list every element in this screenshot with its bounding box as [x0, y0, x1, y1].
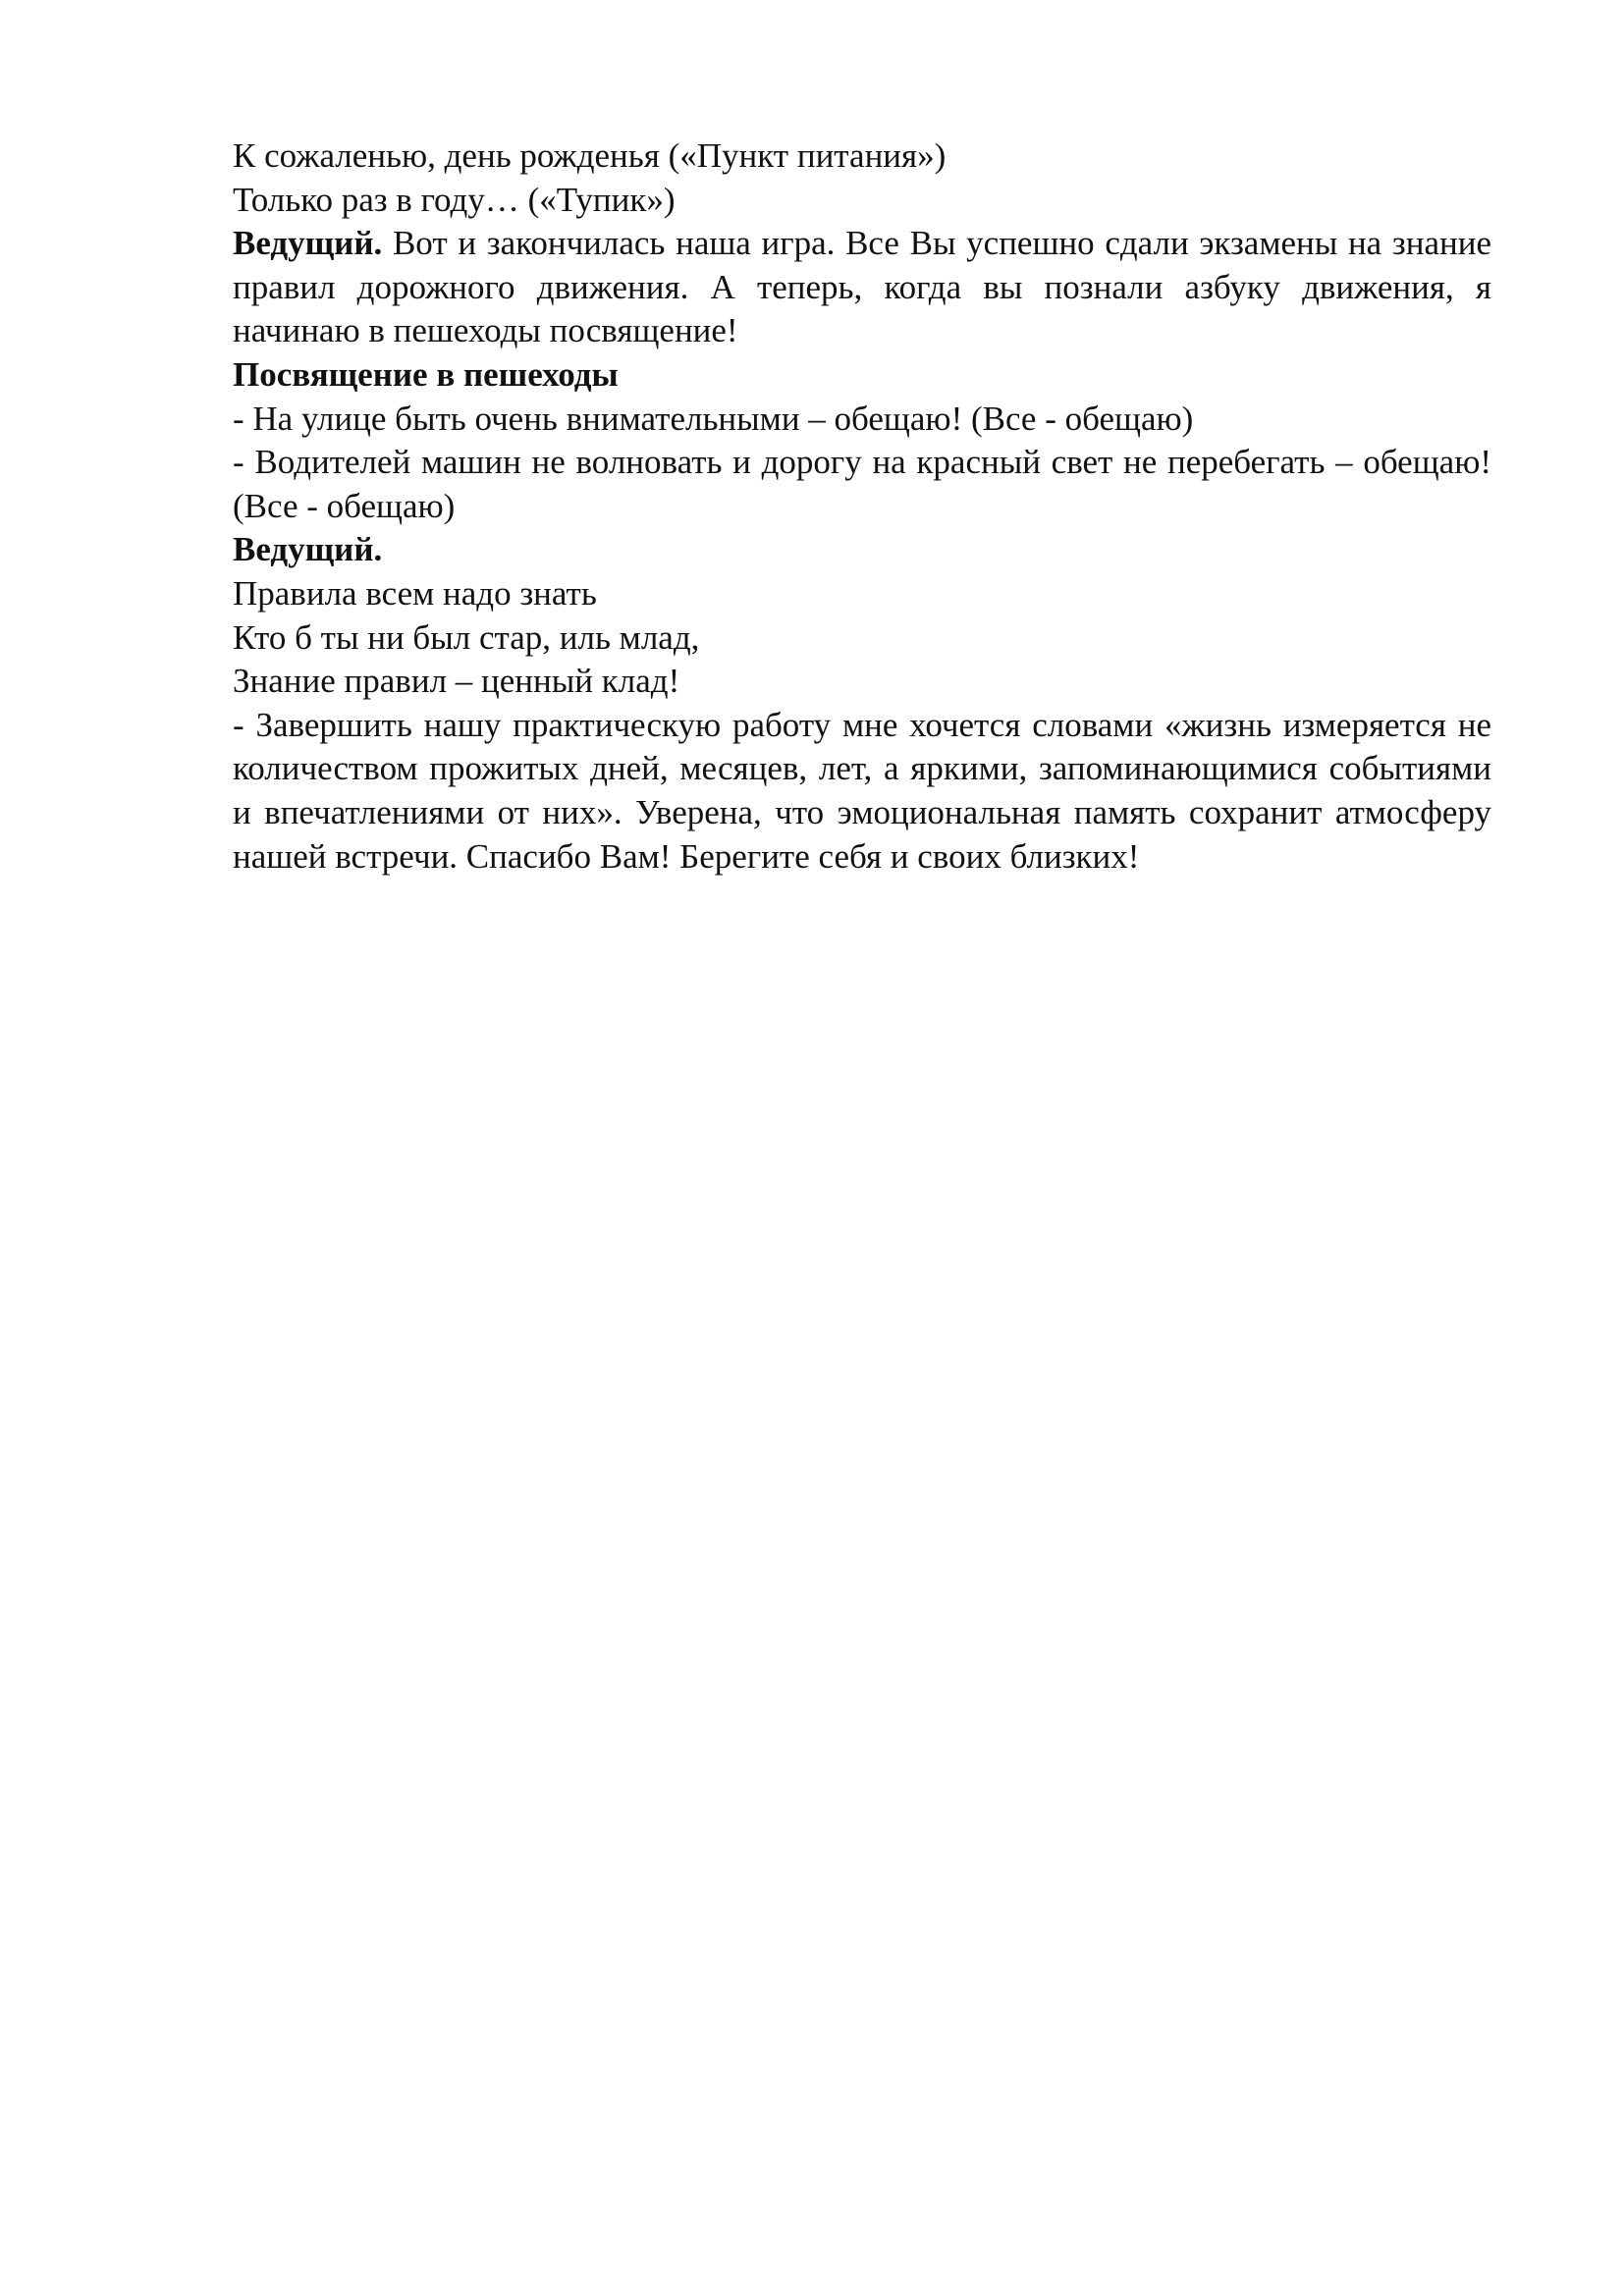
- closing-paragraph: - Завершить нашу практическую работу мне хочется словами «жизнь измеряется не количеством прожитых дней, месяцев, лет, а яркими, запоминающимися событиями и впечатлениями от них». Уверена, что эмоциональная память сохранит атмосферу нашей встречи. Спасибо Вам! Берегите себя и своих близких!: [233, 705, 1491, 876]
- poem-line: Кто б ты ни был стар, иль млад,: [233, 617, 700, 657]
- speaker-label: Ведущий.: [233, 224, 383, 263]
- text-line: Только раз в году… («Тупик»): [233, 180, 676, 219]
- host-paragraph: [233, 222, 1491, 353]
- poem-line: Правила всем надо знать: [233, 573, 597, 613]
- section-heading: Посвящение в пешеходы: [233, 354, 619, 394]
- speaker-label: Ведущий.: [233, 530, 383, 569]
- poem-line: Знание правил – ценный клад!: [233, 662, 680, 701]
- text-line: К сожаленью, день рожденья («Пункт питания»): [233, 136, 947, 175]
- vow-item: - Водителей машин не волновать и дорогу на красный свет не перебегать – обещаю! (Все - обещаю): [233, 443, 1491, 525]
- document-body: [233, 134, 1491, 879]
- vow-item: - На улице быть очень внимательными – обещаю! (Все - обещаю): [233, 399, 1194, 438]
- paragraph-text: Вот и закончилась наша игра. Все Вы успешно сдали экзамены на знание правил дорожного движения. А теперь, когда вы познали азбуку движения, я начинаю в пешеходы посвящение!: [233, 224, 1491, 350]
